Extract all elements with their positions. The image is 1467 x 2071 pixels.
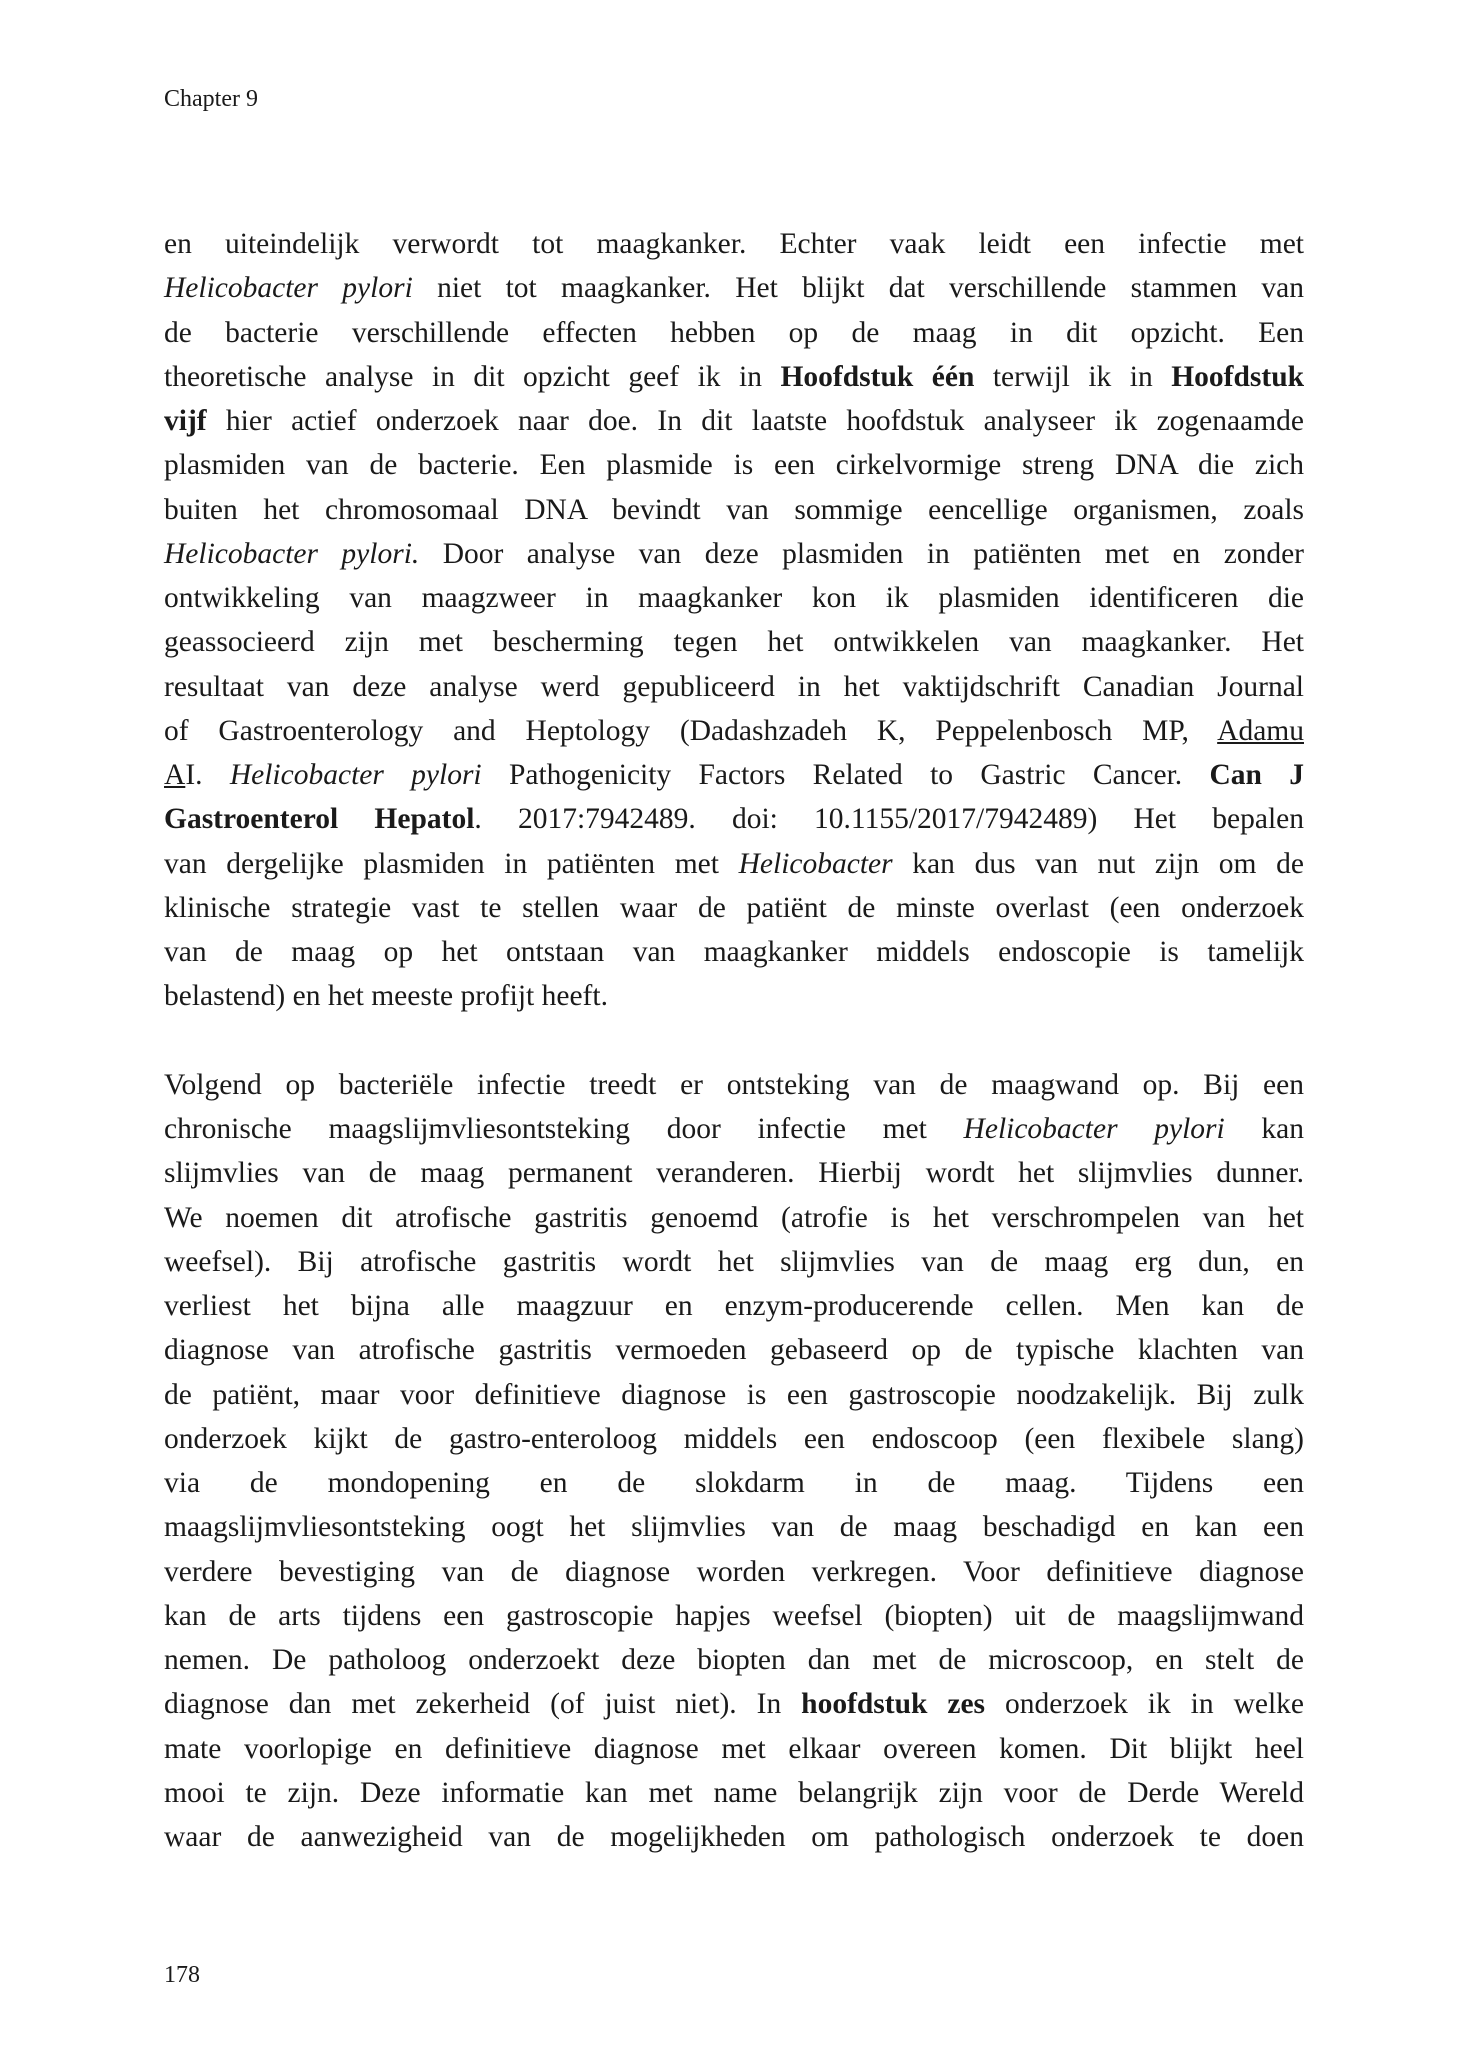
text-line (164, 1771, 1304, 1815)
text-run: kan dus van nut zijn om de (892, 847, 1305, 880)
italic-text: Helicobacter (738, 847, 893, 880)
text-run: resultaat van deze analyse werd gepubliceerd in het vaktijdschrift Canadian Journal (164, 670, 1304, 703)
text-run: klinische strategie vast te stellen waar de patiënt de minste overlast (een onderzoek (164, 891, 1304, 924)
text-run: kan de arts tijdens een gastroscopie hapjes weefsel (biopten) uit de maagslijmwand (164, 1599, 1304, 1632)
text-run: slijmvlies van de maag permanent veranderen. Hierbij wordt het slijmvlies dunner. (164, 1157, 1304, 1190)
text-run: van dergelijke plasmiden in patiënten met (164, 847, 739, 880)
text-run: en uiteindelijk verwordt tot maagkanker. Echter vaak leidt een infectie met (164, 228, 1304, 260)
text-run: geassocieerd zijn met bescherming tegen het ontwikkelen van maagkanker. Het (164, 626, 1304, 659)
text-line (164, 311, 1304, 355)
text-run: diagnose van atrofische gastritis vermoeden gebaseerd op de typische klachten van (164, 1334, 1304, 1367)
bold-text: Hoofdstuk (1171, 360, 1305, 393)
text-run: waar de aanwezigheid van de mogelijkheden om pathologisch onderzoek te doen (164, 1821, 1304, 1853)
text-line (164, 1638, 1304, 1682)
text-run: theoretische analyse in dit opzicht geef ik in (164, 360, 781, 393)
text-line (164, 488, 1304, 532)
text-line (164, 1815, 1304, 1859)
text-line (164, 1461, 1304, 1505)
text-run: maagslijmvliesontsteking oogt het slijmvlies van de maag beschadigd en kan een (164, 1511, 1304, 1544)
running-header: Chapter 9 (164, 86, 258, 112)
text-run: I. (185, 759, 230, 791)
text-line (164, 1594, 1304, 1638)
text-line (164, 842, 1304, 886)
text-run: plasmiden van de bacterie. Een plasmide is een cirkelvormige streng DNA die zich (164, 449, 1304, 482)
text-run: onderzoek ik in welke (985, 1688, 1305, 1721)
bold-text: Gastroenterol Hepatol (164, 803, 475, 836)
text-line (164, 1505, 1304, 1549)
text-run: weefsel). Bij atrofische gastritis wordt het slijmvlies van de maag erg dun, en (164, 1245, 1304, 1278)
text-line (164, 1284, 1304, 1328)
text-line (164, 222, 1304, 266)
text-line (164, 1682, 1304, 1726)
text-line (164, 399, 1304, 443)
text-line (164, 576, 1304, 620)
body-text (164, 222, 1304, 1859)
page-number: 178 (164, 1962, 200, 1988)
text-run: We noemen dit atrofische gastritis genoemd (atrofie is het verschrompelen van het (164, 1201, 1304, 1234)
text-run: onderzoek kijkt de gastro-enteroloog middels een endoscoop (een flexibele slang) (164, 1422, 1304, 1455)
text-line (164, 1417, 1304, 1461)
text-line (164, 753, 1304, 797)
text-line (164, 1240, 1304, 1284)
text-run: diagnose dan met zekerheid (of juist niet). In (164, 1688, 802, 1721)
text-run: of Gastroenterology and Heptology (Dadashzadeh K, Peppelenbosch MP, (164, 714, 1218, 747)
text-line (164, 1727, 1304, 1771)
text-run: buiten het chromosomaal DNA bevindt van sommige eencellige organismen, zoals (164, 493, 1304, 526)
text-line (164, 930, 1304, 974)
text-line (164, 1373, 1304, 1417)
bold-text: hoofdstuk zes (801, 1688, 986, 1721)
text-line (164, 1107, 1304, 1151)
text-run: Door analyse van deze plasmiden in patiënten met en zonder (419, 537, 1304, 570)
text-run: van de maag op het ontstaan van maagkanker middels endoscopie is tamelijk (164, 936, 1304, 968)
italic-text: Helicobacter pylori (164, 272, 413, 305)
text-line (164, 886, 1304, 930)
text-run: belastend) en het meeste profijt heeft. (164, 980, 608, 1013)
text-line (164, 709, 1304, 753)
text-run: terwijl ik in (974, 360, 1172, 393)
text-run: . 2017:7942489. doi: 10.1155/2017/7942489) Het bepalen (474, 803, 1304, 836)
text-run: niet tot maagkanker. Het blijkt dat verschillende stammen van (412, 272, 1304, 305)
text-run: chronische maagslijmvliesontsteking door infectie met (164, 1113, 964, 1145)
text-run: de patiënt, maar voor definitieve diagnose is een gastroscopie noodzakelijk. Bij zulk (164, 1378, 1304, 1411)
text-line (164, 797, 1304, 841)
bold-text: Can J (1209, 759, 1305, 791)
text-run: Pathogenicity Factors Related to Gastric Cancer. (481, 759, 1210, 791)
underlined-text: Adamu (1217, 714, 1304, 747)
italic-text: Helicobacter pylori. (164, 537, 420, 570)
text-run: verliest het bijna alle maagzuur en enzym-producerende cellen. Men kan de (164, 1290, 1304, 1322)
italic-text: Helicobacter pylori (229, 759, 482, 791)
text-line (164, 1328, 1304, 1372)
text-run: de bacterie verschillende effecten hebben op de maag in dit opzicht. Een (164, 316, 1304, 349)
text-run: verdere bevestiging van de diagnose worden verkregen. Voor definitieve diagnose (164, 1555, 1304, 1588)
text-line (164, 1063, 1304, 1107)
bold-text: vijf (164, 405, 207, 437)
text-run: nemen. De patholoog onderzoekt deze biopten dan met de microscoop, en stelt de (164, 1644, 1304, 1676)
text-run: mooi te zijn. Deze informatie kan met name belangrijk zijn voor de Derde Wereld (164, 1776, 1304, 1809)
text-line (164, 266, 1304, 310)
text-run: mate voorlopige en definitieve diagnose met elkaar overeen komen. Dit blijkt heel (164, 1732, 1304, 1765)
bold-text: Hoofdstuk één (780, 360, 975, 393)
text-line (164, 355, 1304, 399)
text-line (164, 1550, 1304, 1594)
text-run: ontwikkeling van maagzweer in maagkanker kon ik plasmiden identificeren die (164, 582, 1304, 614)
text-line (164, 620, 1304, 664)
text-run: Volgend op bacteriële infectie treedt er ontsteking van de maagwand op. Bij een (164, 1068, 1304, 1101)
underlined-text: A (164, 759, 186, 791)
text-line (164, 532, 1304, 576)
paragraph-gap (164, 1019, 1304, 1063)
text-line (164, 665, 1304, 709)
text-line (164, 974, 1304, 1018)
text-run: kan (1224, 1113, 1305, 1145)
text-line (164, 1151, 1304, 1195)
text-line (164, 443, 1304, 487)
text-run: via de mondopening en de slokdarm in de maag. Tijdens een (164, 1467, 1304, 1499)
text-run: hier actief onderzoek naar doe. In dit laatste hoofdstuk analyseer ik zogenaamde (206, 405, 1304, 437)
italic-text: Helicobacter pylori (963, 1113, 1225, 1145)
text-line (164, 1196, 1304, 1240)
